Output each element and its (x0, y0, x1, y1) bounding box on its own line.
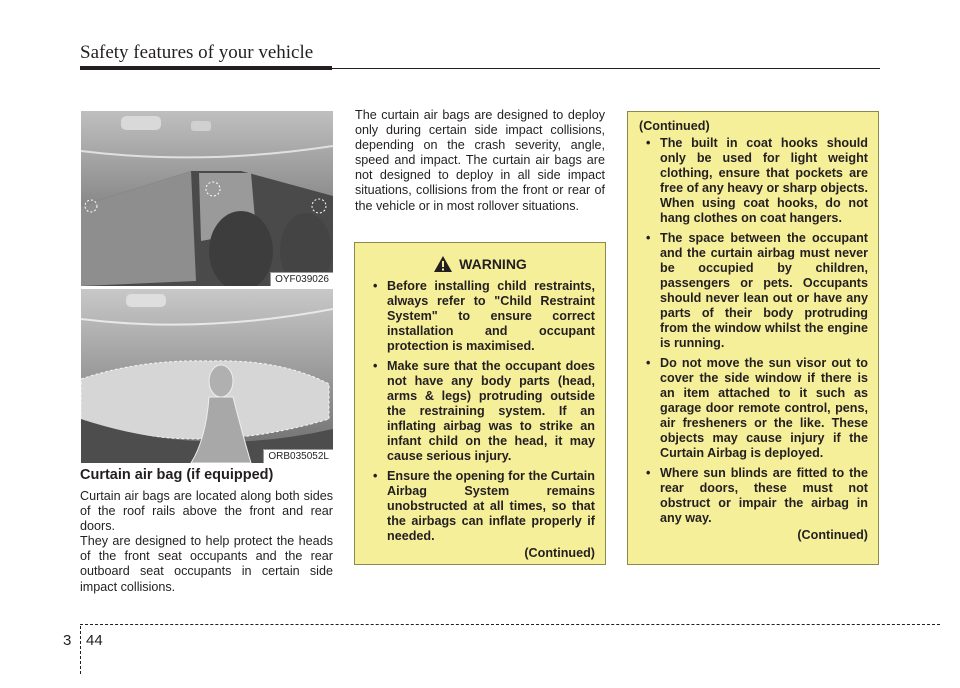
continued-label-top: (Continued) (639, 119, 710, 133)
warning-triangle-icon (433, 255, 453, 273)
page-header-title: Safety features of your vehicle (80, 42, 314, 63)
warning-title: WARNING (459, 255, 527, 272)
chapter-number: 3 (63, 632, 72, 649)
warning-list (355, 279, 605, 544)
list-item: • Do not move the sun visor out to cover the side window if there is an item attached to it such as garage door remote control, pens, air fresheners or the like. These objects may cause injury if the Curtain Airbag is deployed. (640, 356, 868, 461)
continued-label: (Continued) (797, 528, 868, 542)
header-rule-accent (80, 66, 332, 70)
list-item: • Ensure the opening for the Curtain Airbag System remains unobstructed at all times, so that the airbags can inflate properly if needed. (367, 469, 595, 544)
list-item: • The space between the occupant and the curtain airbag must never be occupied by children, passengers or pets. Occupants should never lean out or have any parts of their body protruding from the window whilst the engine is running. (640, 231, 868, 351)
section-body (80, 489, 333, 595)
list-item: • Before installing child restraints, always refer to "Child Restraint System" to ensure correct installation and occupant protection is maximised. (367, 279, 595, 354)
list-item: • Make sure that the occupant does not have any body parts (head, arms & legs) protruding outside the restraining system. If an inflating airbag was to strike an infant child on the head, it may cause serious injury. (367, 359, 595, 464)
list-item: • The built in coat hooks should only be used for light weight clothing, ensure that pockets are free of any heavy or sharp objects. When using coat hooks, do not hang clothes on coat hangers. (640, 136, 868, 226)
middle-paragraph (355, 108, 605, 214)
image-code-label: OYF039026 (270, 272, 333, 286)
warning-header (355, 255, 605, 273)
section-heading: Curtain air bag (if equipped) (80, 467, 274, 483)
paragraph: They are designed to help protect the heads of the front seat occupants and the rear outboard seat occupants in certain side impact collisions. (80, 534, 333, 594)
page-number: 44 (86, 632, 103, 649)
paragraph: The curtain air bags are designed to deploy only during certain side impact collisions, depending on the crash severity, angle, speed and impact. The curtain air bags are not designed to deploy in all side impact situations, collisions from the front or rear of the vehicle or in most rollover situations. (355, 108, 605, 213)
warning-continued-box (627, 111, 879, 565)
image-code-label: ORB035052L (263, 449, 333, 463)
curtain-airbag-location-photo (81, 111, 333, 286)
footer-rule (80, 624, 940, 625)
curtain-airbag-deployed-photo (81, 289, 333, 463)
list-item: • Where sun blinds are fitted to the rear doors, these must not obstruct or impair the airbag in any way. (640, 466, 868, 526)
continued-label: (Continued) (524, 546, 595, 560)
footer-divider (80, 626, 81, 674)
paragraph: Curtain air bags are located along both sides of the roof rails above the front and rear doors. (80, 489, 333, 534)
warning-list (628, 136, 878, 526)
warning-box (354, 242, 606, 565)
